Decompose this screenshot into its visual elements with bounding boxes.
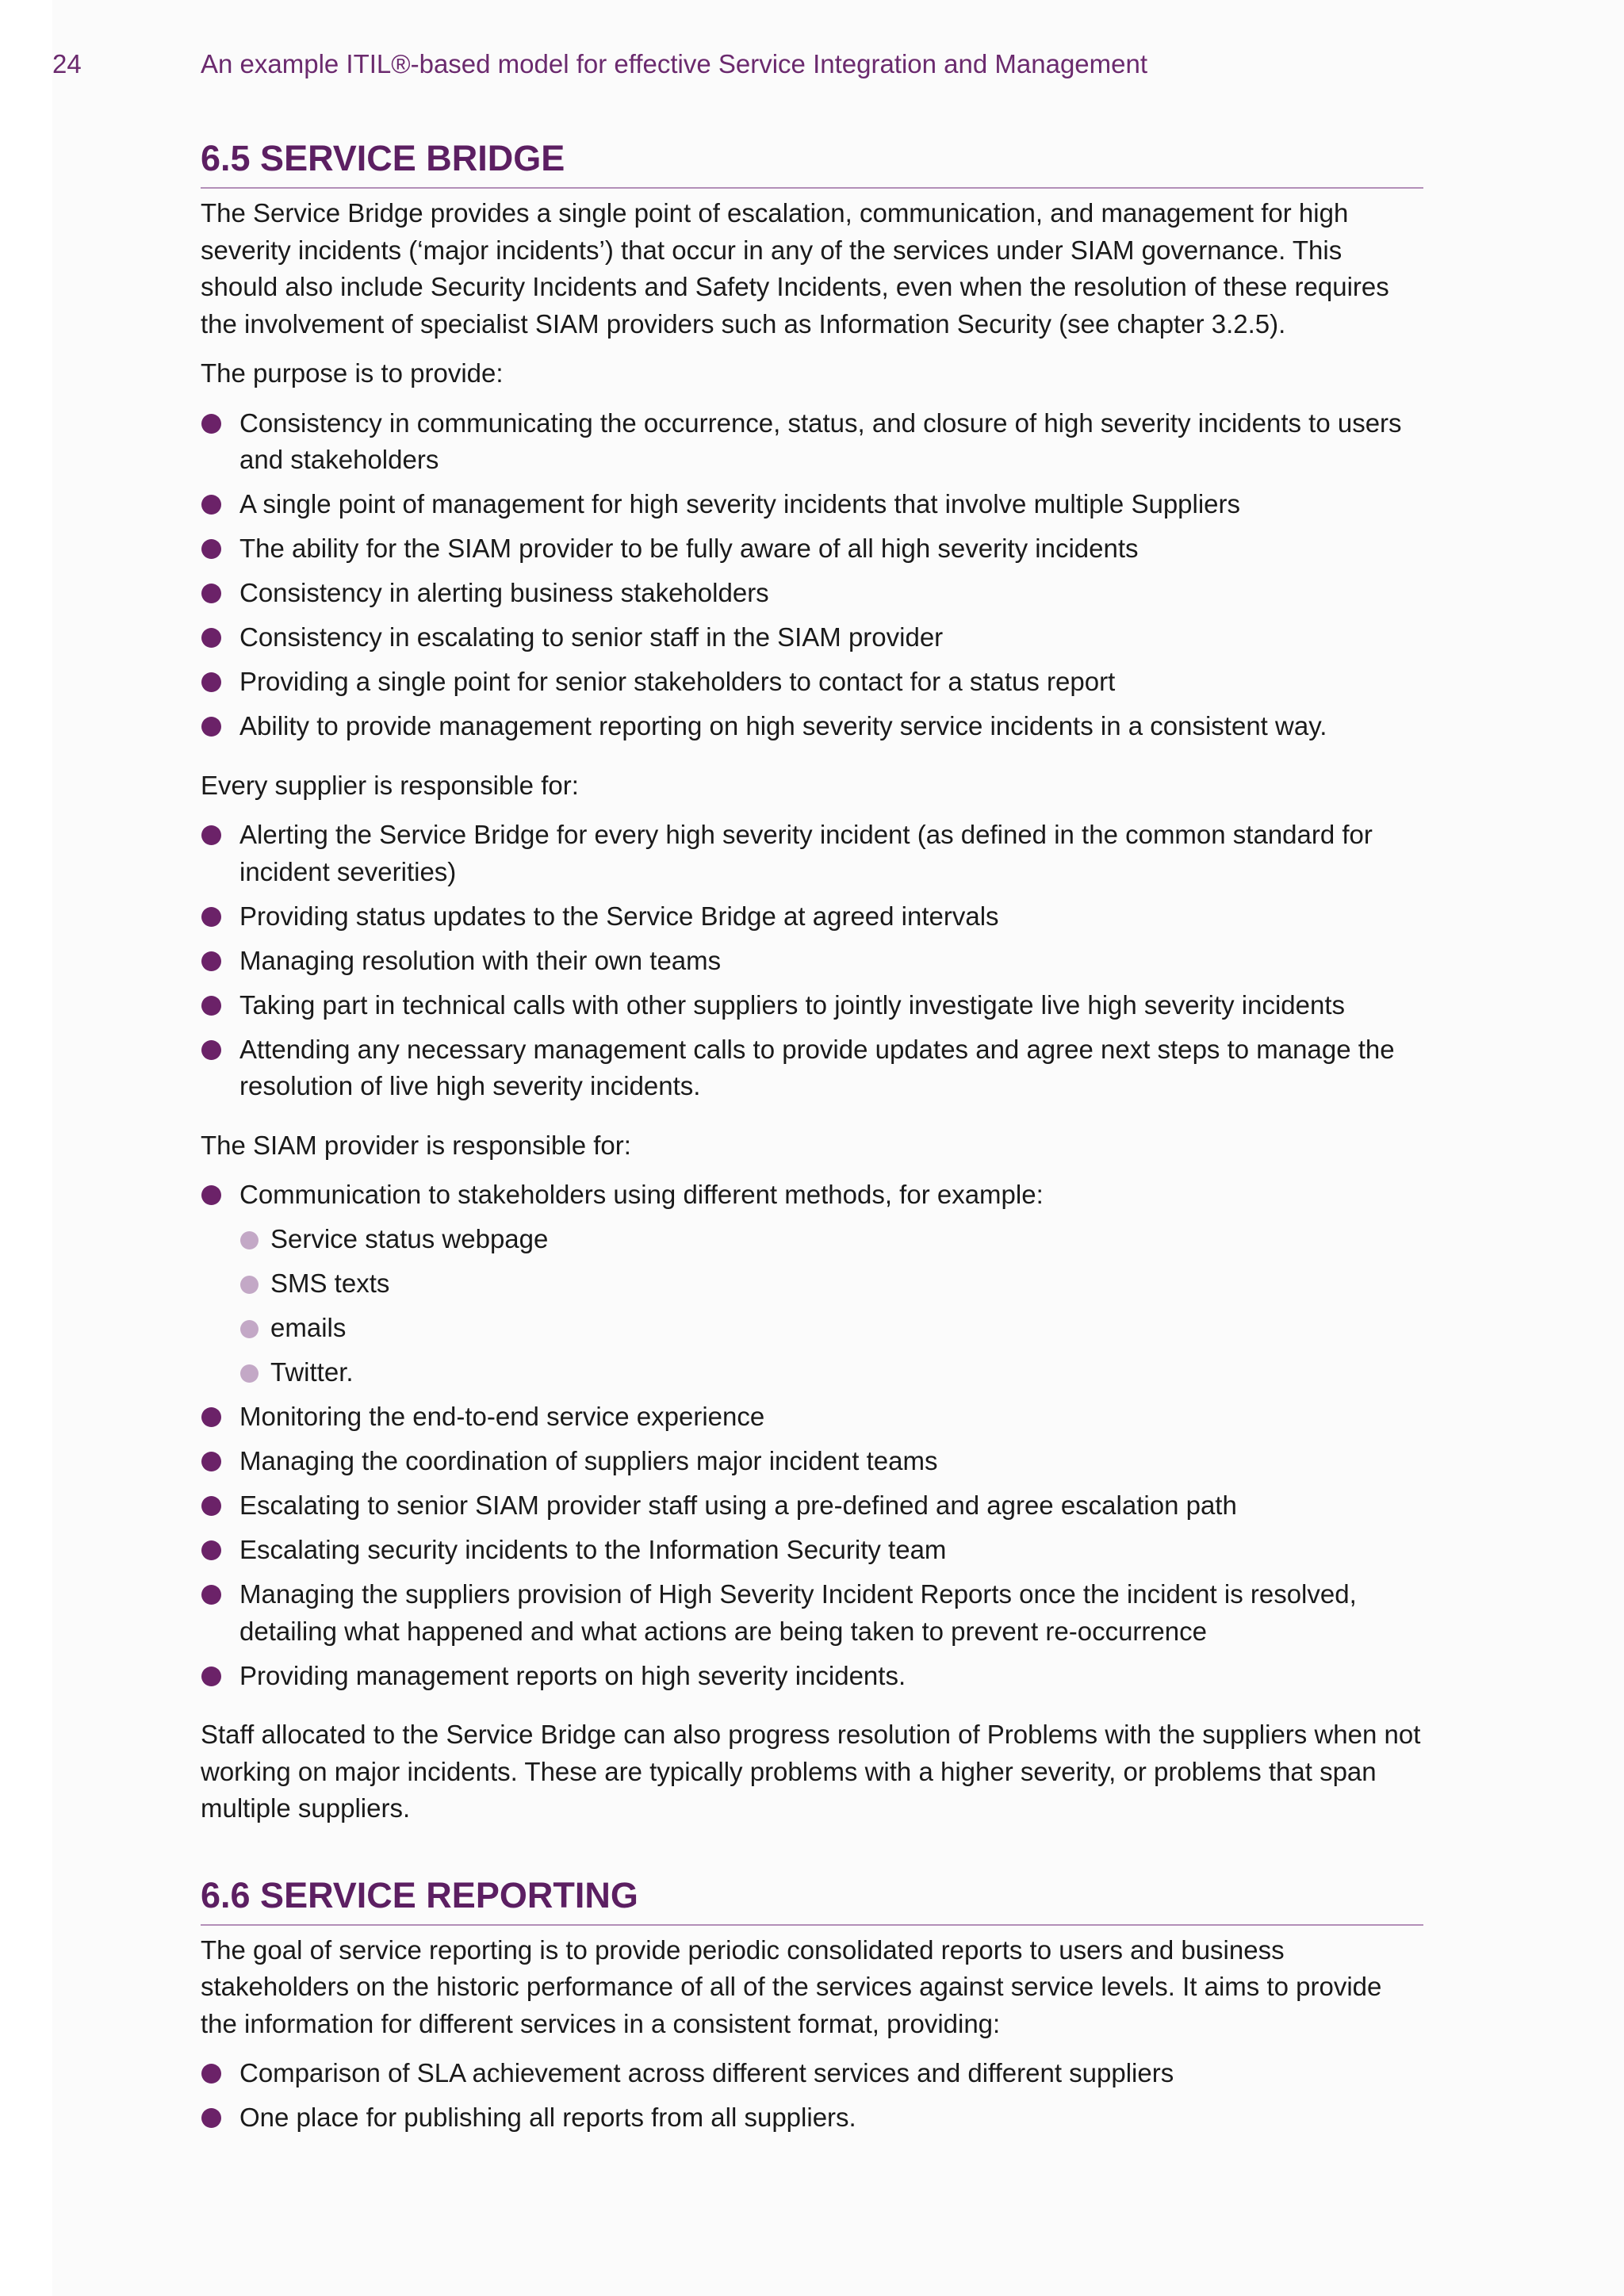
sub-bullet-icon bbox=[240, 1231, 259, 1249]
bullet-icon bbox=[201, 495, 221, 515]
sub-bullet-icon bbox=[240, 1276, 259, 1294]
bullet-icon bbox=[201, 1185, 221, 1205]
bullet-icon bbox=[201, 539, 221, 559]
bullet-icon bbox=[201, 1540, 221, 1560]
section-heading-service-reporting: 6.6 SERVICE REPORTING bbox=[201, 1873, 1423, 1926]
list-item: Managing the suppliers provision of High Severity Incident Reports once the incident is resolved, detailing what happened and what actions are being taken to prevent re-occurrence bbox=[201, 1576, 1423, 1650]
list-item: Communication to stakeholders using different methods, for example: Service status webpage SMS texts emails Twitter. bbox=[201, 1177, 1423, 1391]
sub-list-item: emails bbox=[239, 1310, 1423, 1347]
list-item: One place for publishing all reports from all suppliers. bbox=[201, 2099, 1423, 2137]
list-item: Ability to provide management reporting on high severity service incidents in a consistent way. bbox=[201, 708, 1423, 745]
sub-list-item: SMS texts bbox=[239, 1265, 1423, 1303]
list-item: Providing a single point for senior stakeholders to contact for a status report bbox=[201, 664, 1423, 701]
purpose-list bbox=[201, 405, 1423, 745]
siam-responsibilities-list bbox=[201, 1177, 1423, 1694]
list-item: Monitoring the end-to-end service experience bbox=[201, 1399, 1423, 1436]
supplier-lead: Every supplier is responsible for: bbox=[201, 770, 579, 800]
section-heading-service-bridge: 6.5 SERVICE BRIDGE bbox=[201, 136, 1423, 189]
bullet-icon bbox=[201, 628, 221, 648]
list-item: Escalating to senior SIAM provider staff using a pre-defined and agree escalation path bbox=[201, 1487, 1423, 1525]
running-header: An example ITIL®-based model for effective Service Integration and Management bbox=[201, 49, 1148, 78]
bullet-icon bbox=[201, 1407, 221, 1427]
sub-list-item: Twitter. bbox=[239, 1354, 1423, 1391]
bullet-icon bbox=[201, 1040, 221, 1060]
bullet-icon bbox=[201, 996, 221, 1016]
list-item: Alerting the Service Bridge for every high severity incident (as defined in the common standard for incident severities) bbox=[201, 817, 1423, 890]
list-item: Attending any necessary management calls to provide updates and agree next steps to manage the resolution of live high severity incidents. bbox=[201, 1031, 1423, 1105]
siam-lead: The SIAM provider is responsible for: bbox=[201, 1130, 631, 1160]
sub-bullet-icon bbox=[240, 1364, 259, 1383]
sub-list-item: Service status webpage bbox=[239, 1221, 1423, 1258]
list-item: Consistency in alerting business stakeholders bbox=[201, 575, 1423, 612]
list-item: Providing status updates to the Service Bridge at agreed intervals bbox=[201, 898, 1423, 936]
bullet-icon bbox=[201, 951, 221, 971]
purpose-lead: The purpose is to provide: bbox=[201, 358, 504, 388]
bullet-icon bbox=[201, 1667, 221, 1686]
service-bridge-intro: The Service Bridge provides a single point of escalation, communication, and management for high severity incidents (‘major incidents’) that occur in any of the services under SIAM governance. This should also include Security Incidents and Safety Incidents, even when the resolution of these requires the involvement of specialist SIAM providers such as Information Security (see chapter 3.2.5). bbox=[201, 198, 1389, 339]
bullet-icon bbox=[201, 907, 221, 927]
service-reporting-list bbox=[201, 2055, 1423, 2137]
bullet-icon bbox=[201, 414, 221, 434]
page-number: 24 bbox=[52, 49, 82, 78]
bullet-icon bbox=[201, 1585, 221, 1605]
bullet-icon bbox=[201, 2064, 221, 2084]
list-item: A single point of management for high severity incidents that involve multiple Suppliers bbox=[201, 486, 1423, 523]
list-item: Taking part in technical calls with other suppliers to jointly investigate live high severity incidents bbox=[201, 987, 1423, 1024]
list-item: The ability for the SIAM provider to be fully aware of all high severity incidents bbox=[201, 530, 1423, 568]
list-item: Consistency in escalating to senior staff in the SIAM provider bbox=[201, 619, 1423, 656]
list-item: Providing management reports on high severity incidents. bbox=[201, 1658, 1423, 1695]
bullet-icon bbox=[201, 825, 221, 845]
bullet-icon bbox=[201, 1496, 221, 1516]
bullet-icon bbox=[201, 717, 221, 737]
sub-bullet-icon bbox=[240, 1320, 259, 1338]
service-reporting-intro: The goal of service reporting is to provide periodic consolidated reports to users and business stakeholders on the historic performance of all of the services against service levels. It aims to provide the information for different services in a consistent format, providing: bbox=[201, 1934, 1382, 2038]
list-item: Managing resolution with their own teams bbox=[201, 943, 1423, 980]
list-item: Escalating security incidents to the Information Security team bbox=[201, 1532, 1423, 1569]
communication-methods-list bbox=[239, 1221, 1423, 1391]
bullet-icon bbox=[201, 2108, 221, 2128]
supplier-responsibilities-list bbox=[201, 817, 1423, 1105]
service-bridge-closing: Staff allocated to the Service Bridge can also progress resolution of Problems with the suppliers when not working on major incidents. These are typically problems with a higher severity, or problems that span multiple suppliers. bbox=[201, 1720, 1421, 1823]
list-item: Comparison of SLA achievement across different services and different suppliers bbox=[201, 2055, 1423, 2092]
bullet-icon bbox=[201, 584, 221, 603]
bullet-icon bbox=[201, 672, 221, 692]
list-item: Managing the coordination of suppliers major incident teams bbox=[201, 1443, 1423, 1480]
page-content bbox=[201, 136, 1423, 2137]
list-item: Consistency in communicating the occurrence, status, and closure of high severity incidents to users and stakeholders bbox=[201, 405, 1423, 479]
bullet-icon bbox=[201, 1452, 221, 1471]
